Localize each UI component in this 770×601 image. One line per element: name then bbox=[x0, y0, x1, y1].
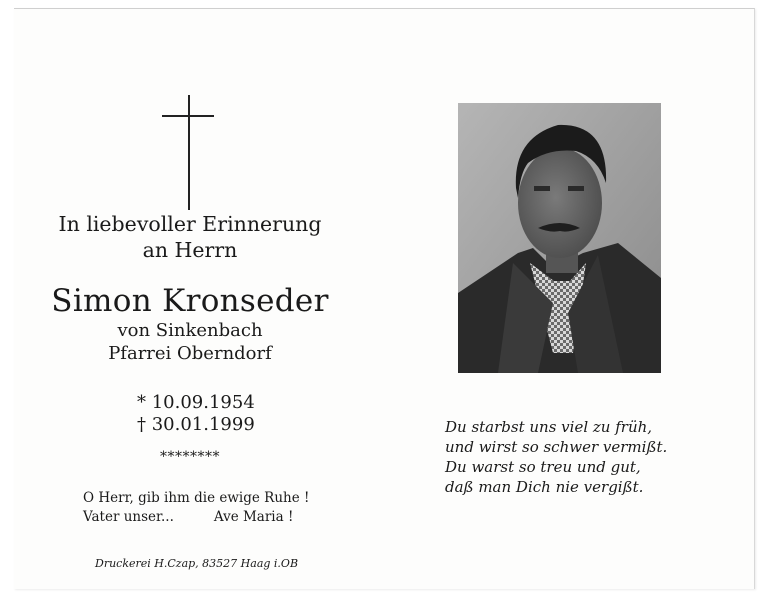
poem-line-3: Du warst so treu und gut, bbox=[445, 458, 641, 476]
cross-icon bbox=[160, 95, 220, 215]
origin-line-1: von Sinkenbach bbox=[117, 320, 263, 341]
origin-line-2: Pfarrei Oberndorf bbox=[108, 343, 272, 364]
poem-line-2: und wirst so schwer vermißt. bbox=[445, 438, 668, 456]
prayer-vater-unser: Vater unser... bbox=[83, 509, 174, 525]
printer-credit: Druckerei H.Czap, 83527 Haag i.OB bbox=[95, 557, 299, 570]
cross-horizontal-bar bbox=[162, 115, 214, 117]
portrait-photo bbox=[458, 103, 661, 373]
origin-text bbox=[40, 319, 340, 365]
poem-line-1: Du starbst uns viel zu früh, bbox=[445, 418, 653, 436]
intro-line-1: In liebevoller Erinnerung bbox=[58, 212, 322, 236]
prayer-text bbox=[83, 489, 309, 527]
life-dates bbox=[137, 392, 255, 436]
deceased-name: Simon Kronseder bbox=[51, 283, 329, 319]
portrait-image bbox=[458, 103, 661, 373]
poem-line-4: daß man Dich nie vergißt. bbox=[445, 478, 644, 496]
prayer-line-2 bbox=[83, 508, 309, 527]
birth-date: * 10.09.1954 bbox=[137, 392, 255, 413]
prayer-line-1: O Herr, gib ihm die ewige Ruhe ! bbox=[83, 490, 310, 506]
prayer-ave-maria: Ave Maria ! bbox=[213, 509, 294, 525]
intro-text bbox=[40, 211, 340, 263]
death-date: † 30.01.1999 bbox=[137, 414, 255, 435]
cross-vertical-bar bbox=[188, 95, 190, 210]
intro-line-2: an Herrn bbox=[142, 238, 238, 262]
separator-stars: ******** bbox=[160, 449, 220, 465]
poem bbox=[445, 417, 667, 497]
